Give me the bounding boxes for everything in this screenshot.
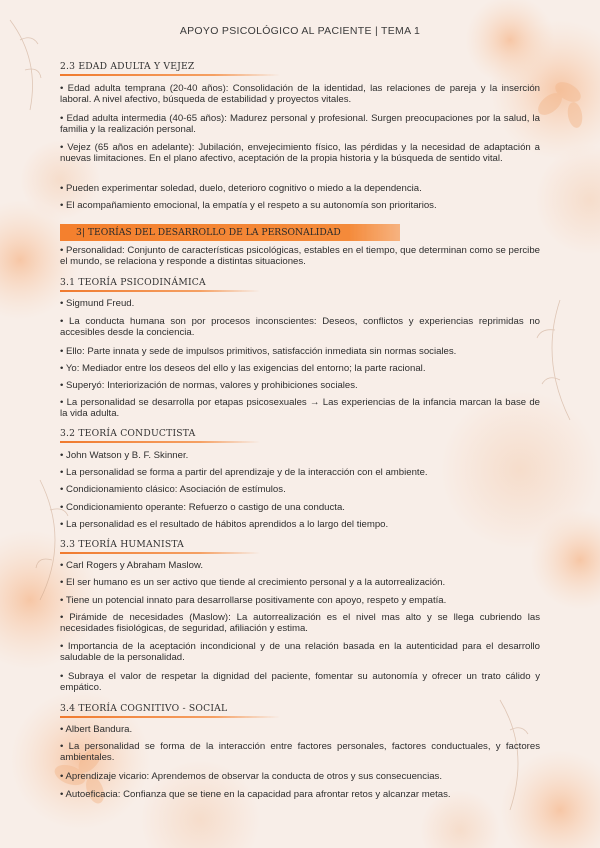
list-item: • Ello: Parte innata y sede de impulsos primitivos, satisfacción inmediata sin normas sociales. [60,346,457,357]
list-item: • La conducta humana son por procesos inconscientes: Deseos, conflictos y experiencias reprimidas no accesibles desde la conciencia. [60,316,540,338]
list-item: • Condicionamiento operante: Refuerzo o castigo de una conducta. [60,502,345,513]
list-item: • Importancia de la aceptación incondicional y de una relación basada en la autenticidad para el desarrollo saludable de la personalidad. [60,641,540,663]
section-title-3-4: 3.4 TEORÍA COGNITIVO - SOCIAL [60,703,228,714]
list-item: • Pueden experimentar soledad, duelo, deterioro cognitivo o miedo a la dependencia. [60,183,422,194]
list-item: • Tiene un potencial innato para desarrollarse positivamente con apoyo, respeto y empatía. [60,595,447,606]
list-item: • Sigmund Freud. [60,298,135,309]
list-item: • La personalidad se forma de la interacción entre factores personales, factores conductuales, y factores ambientales. [60,741,540,763]
section-title-2-3: 2.3 EDAD ADULTA Y VEJEZ [60,61,195,72]
list-item: • Subraya el valor de respetar la dignidad del paciente, fomentar su autonomía y ofrecer un trato cálido y empático. [60,671,540,693]
list-item: • Edad adulta intermedia (40-65 años): Madurez personal y profesional. Surgen preocupaciones por la salud, la familia y la realización personal. [60,113,540,135]
list-item: • La personalidad se forma a partir del aprendizaje y de la interacción con el ambiente. [60,467,428,478]
list-item: • Aprendizaje vicario: Aprendemos de observar la conducta de otros y sus consecuencias. [60,771,442,782]
list-item: • Carl Rogers y Abraham Maslow. [60,560,204,571]
list-item: • John Watson y B. F. Skinner. [60,450,189,461]
list-item: • El acompañamiento emocional, la empatía y el respeto a su autonomía son prioritarios. [60,200,437,211]
section-underline [60,74,280,76]
list-item: • La personalidad se desarrolla por etapas psicosexuales → Las experiencias de la infancia marcan la base de la vida adulta. [60,397,540,419]
list-item: • El ser humano es un ser activo que tiende al crecimiento personal y a la autorrealización. [60,577,446,588]
section-title-3: 3| TEORÍAS DEL DESARROLLO DE LA PERSONALIDAD [76,227,341,238]
section-underline [60,716,280,718]
list-item: • Condicionamiento clásico: Asociación de estímulos. [60,484,286,495]
list-item: • Vejez (65 años en adelante): Jubilación, envejecimiento físico, las pérdidas y la necesidad de adaptación a nuevas limitaciones. En el plano afectivo, aceptación de la propia historia y la búsqueda de sentido vital. [60,142,540,164]
section-title-3-1: 3.1 TEORÍA PSICODINÁMICA [60,277,206,288]
list-item: • Superyó: Interiorización de normas, valores y prohibiciones sociales. [60,380,358,391]
section-title-3-2: 3.2 TEORÍA CONDUCTISTA [60,428,196,439]
list-item: • Personalidad: Conjunto de características psicológicas, estables en el tiempo, que determinan como se percibe el mundo, se relaciona y responde a distintas situaciones. [60,245,540,267]
section-title-3-3: 3.3 TEORÍA HUMANISTA [60,539,185,550]
section-underline [60,290,260,292]
page-header: APOYO PSICOLÓGICO AL PACIENTE | TEMA 1 [179,25,421,37]
list-item: • Yo: Mediador entre los deseos del ello y las exigencias del entorno; la parte racional. [60,363,426,374]
list-item: • Albert Bandura. [60,724,133,735]
list-item: • La personalidad es el resultado de hábitos aprendidos a lo largo del tiempo. [60,519,389,530]
section-underline [60,441,260,443]
list-item: • Edad adulta temprana (20-40 años): Consolidación de la identidad, las relaciones de pareja y la inserción laboral. A nivel afectivo, búsqueda de estabilidad y proyectos vitales. [60,83,540,105]
list-item: • Pirámide de necesidades (Maslow): La autorrealización es el nivel mas alto y se llega cubriendo las necesidades fisiológicas, de seguridad, afiliación y estima. [60,612,540,634]
section-underline [60,552,260,554]
list-item: • Autoeficacia: Confianza que se tiene en la capacidad para afrontar retos y alcanzar metas. [60,789,451,800]
